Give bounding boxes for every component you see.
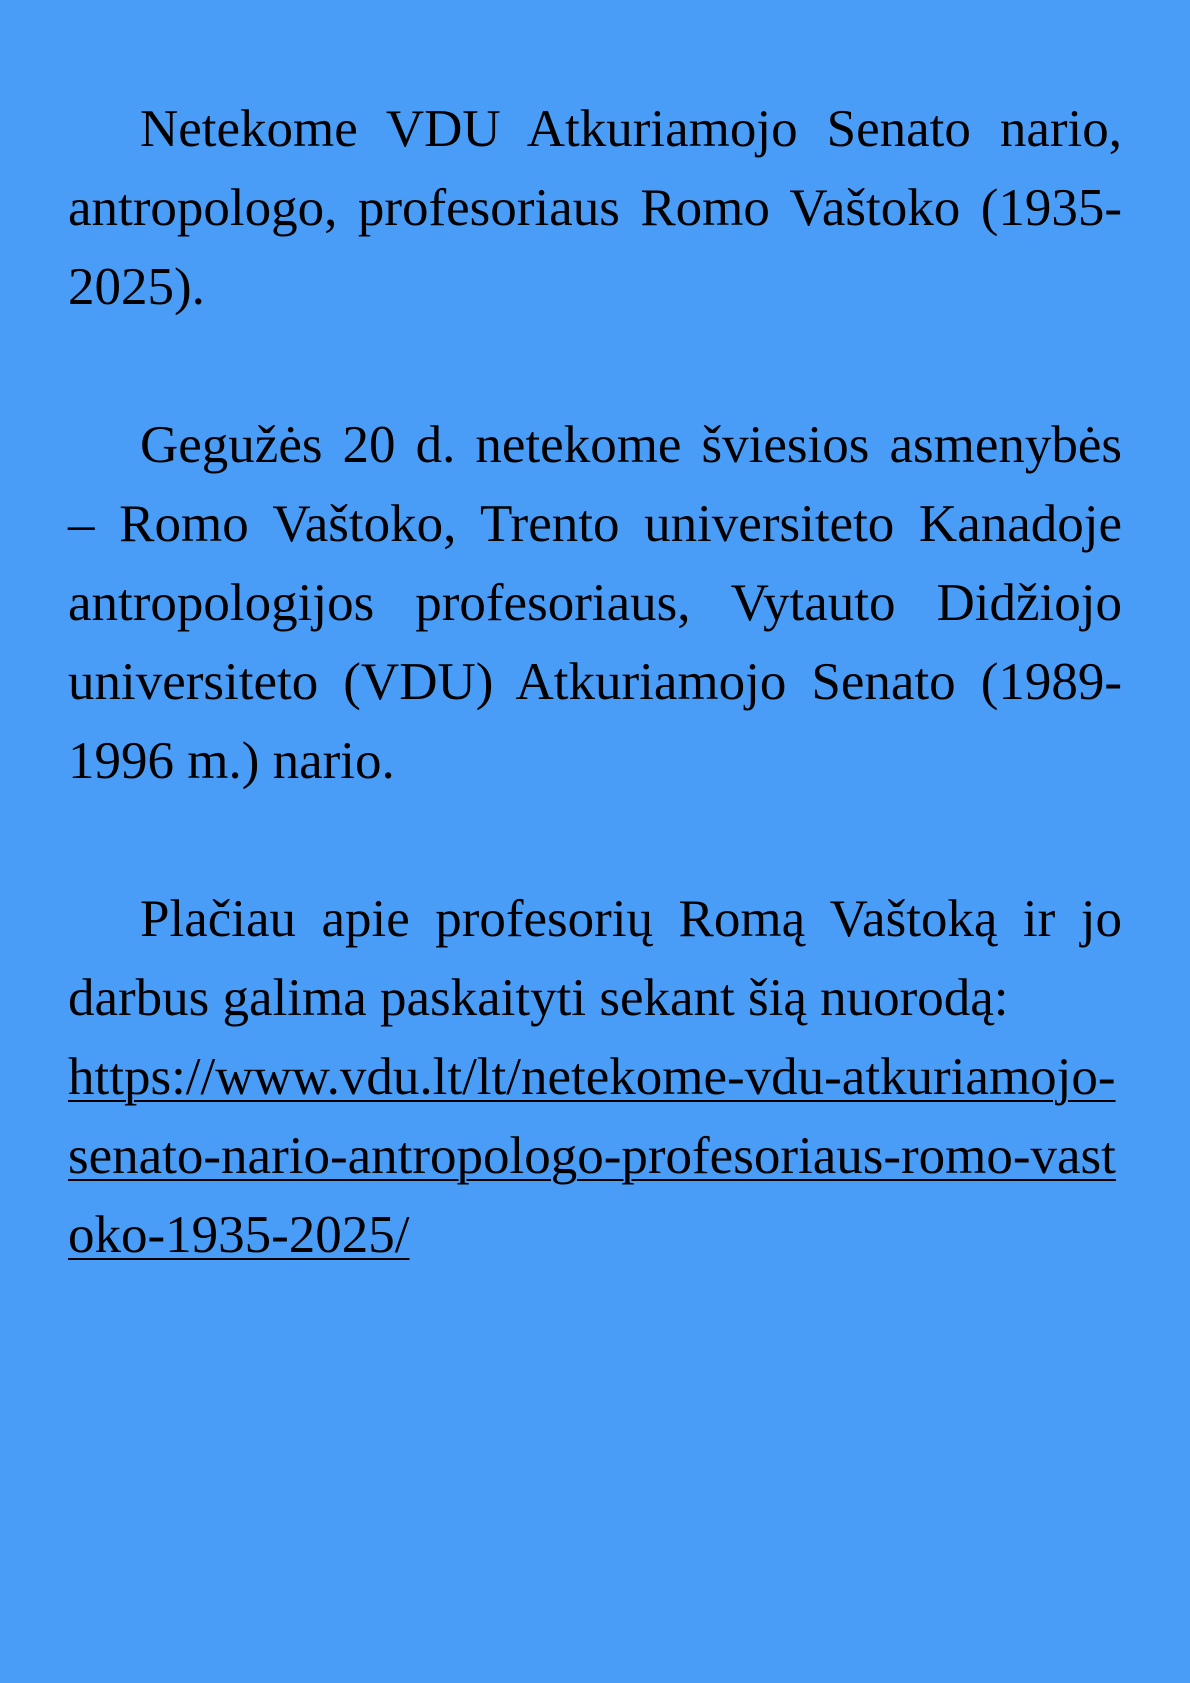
paragraph-obituary: Gegužės 20 d. netekome šviesios asmenybės – Romo Vaštoko, Trento universiteto Kanadoje antropologijos profesoriaus, Vytauto Didžiojo universiteto (VDU) Atkuriamojo Senato (1989-1996 m.) nario.: [68, 416, 1122, 790]
paragraph-announcement: Netekome VDU Atkuriamojo Senato nario, antropologo, profesoriaus Romo Vaštoko (1935-2025).: [68, 100, 1122, 316]
paragraph-more-info: [68, 880, 1122, 1275]
article-link[interactable]: https://www.vdu.lt/lt/netekome-vdu-atkuriamojo-senato-nario-antropologo-profesoriaus-romo-vastoko-1935-2025/: [68, 1048, 1116, 1264]
more-info-text: Plačiau apie profesorių Romą Vaštoką ir jo darbus galima paskaityti sekant šią nuorodą:: [68, 890, 1122, 1027]
